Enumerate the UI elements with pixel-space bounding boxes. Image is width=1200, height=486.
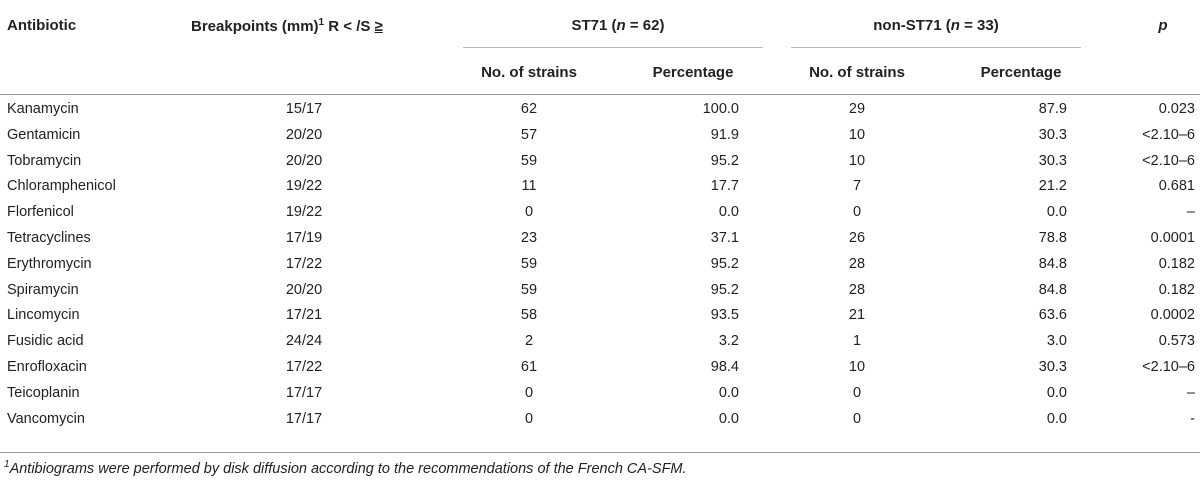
cell-st71-percentage: 0.0 [718,384,739,401]
header-antibiotic: Antibiotic [7,17,77,34]
cell-p-value: – [1186,384,1195,401]
cell-breakpoints: 17/17 [285,410,323,427]
header-nonst71-group [873,17,998,34]
footnote-text: Antibiograms were performed by disk diffusion according to the recommendations of the French CA-SFM. [9,460,687,477]
cell-p-value: 0.023 [1158,101,1195,117]
cell-p-value: <2.10–6 [1142,359,1195,375]
cell-antibiotic: Teicoplanin [7,384,80,401]
cell-p-value: 0.182 [1158,255,1195,272]
nonst71-n: n [950,17,960,34]
st71-group-label: ST71 ( [571,17,617,34]
cell-st71-strains: 11 [521,178,537,195]
cell-st71-percentage: 0.0 [718,204,739,221]
cell-st71-percentage: 0.0 [718,410,739,427]
cell-nonst71-percentage: 78.8 [1038,230,1067,246]
cell-nonst71-percentage: 0.0 [1046,384,1067,401]
cell-st71-percentage: 17.7 [710,178,739,195]
cell-antibiotic: Vancomycin [7,410,85,427]
cell-nonst71-percentage: 84.8 [1038,281,1067,298]
cell-breakpoints: 17/22 [285,255,323,272]
cell-nonst71-percentage: 3.0 [1046,333,1067,350]
nonst71-group-label: non-ST71 ( [873,17,951,34]
cell-nonst71-percentage: 30.3 [1038,152,1067,169]
cell-antibiotic: Lincomycin [7,307,80,324]
header-p-label: p [1158,17,1168,34]
cell-antibiotic: Tobramycin [7,152,82,169]
header-breakpoints-sup: 1 [318,17,325,28]
cell-st71-strains: 0 [524,384,534,401]
cell-nonst71-strains: 10 [848,152,866,169]
header-breakpoints [191,17,383,35]
cell-nonst71-strains: 26 [848,230,866,246]
cell-nonst71-percentage: 87.9 [1038,101,1067,117]
cell-breakpoints: 19/22 [285,178,323,195]
header-percentage-st71: Percentage [652,64,734,81]
cell-breakpoints: 20/20 [285,126,323,143]
cell-nonst71-strains: 10 [848,126,866,143]
st71-n: n [616,17,626,34]
cell-antibiotic: Tetracyclines [7,230,91,246]
cell-nonst71-strains: 28 [848,281,866,298]
cell-p-value: 0.681 [1158,178,1195,195]
cell-nonst71-strains: 1 [852,333,862,350]
cell-nonst71-percentage: 30.3 [1038,126,1067,143]
cell-st71-strains: 58 [520,307,538,324]
cell-nonst71-percentage: 0.0 [1046,410,1067,427]
cell-st71-strains: 59 [520,281,538,298]
cell-nonst71-strains: 29 [848,101,866,117]
cell-st71-strains: 59 [520,152,538,169]
cell-antibiotic: Chloramphenicol [7,178,116,195]
header-percentage-nonst71: Percentage [980,64,1062,81]
cell-nonst71-percentage: 30.3 [1038,359,1067,375]
cell-st71-strains: 23 [520,230,538,246]
cell-st71-strains: 61 [520,359,538,375]
cell-breakpoints: 17/22 [285,359,323,375]
cell-st71-percentage: 37.1 [710,230,739,246]
cell-st71-percentage: 93.5 [710,307,739,324]
cell-antibiotic: Gentamicin [7,126,81,143]
header-no-strains-st71: No. of strains [481,64,577,81]
cell-breakpoints: 17/19 [285,230,323,246]
cell-st71-percentage: 100.0 [702,101,739,117]
cell-breakpoints: 20/20 [285,281,323,298]
footnote-sup: 1 [4,459,10,470]
cell-st71-strains: 2 [524,333,534,350]
footnote [4,459,687,477]
cell-p-value: 0.0001 [1150,230,1195,246]
cell-st71-strains: 0 [524,410,534,427]
cell-p-value: <2.10–6 [1142,152,1195,169]
cell-breakpoints: 15/17 [285,101,323,117]
cell-nonst71-percentage: 21.2 [1038,178,1067,195]
cell-p-value: 0.182 [1158,281,1195,298]
cell-antibiotic: Kanamycin [7,101,79,117]
cell-p-value: 0.573 [1158,333,1195,350]
cell-st71-percentage: 95.2 [710,255,739,272]
cell-breakpoints: 17/17 [285,384,323,401]
group-rule-nonst71 [791,47,1081,48]
cell-st71-percentage: 98.4 [710,359,739,375]
cell-st71-percentage: 91.9 [710,126,739,143]
header-breakpoints-tail: R < /S [324,18,375,35]
cell-breakpoints: 17/21 [285,307,323,324]
header-rule [0,94,1200,95]
group-rule-st71 [463,47,763,48]
header-breakpoints-ge: ≥ [374,18,383,35]
cell-st71-strains: 57 [520,126,538,143]
cell-nonst71-strains: 0 [852,410,862,427]
st71-tail: = 62) [625,17,665,34]
cell-st71-strains: 62 [520,101,538,117]
cell-antibiotic: Fusidic acid [7,333,84,350]
cell-nonst71-percentage: 63.6 [1038,307,1067,324]
header-p [1158,17,1167,34]
header-no-strains-nonst71: No. of strains [809,64,905,81]
cell-nonst71-strains: 21 [848,307,866,324]
cell-antibiotic: Florfenicol [7,204,74,221]
cell-st71-percentage: 95.2 [710,152,739,169]
nonst71-tail: = 33) [959,17,999,34]
cell-p-value: - [1190,410,1195,427]
cell-breakpoints: 19/22 [285,204,323,221]
cell-nonst71-strains: 28 [848,255,866,272]
cell-nonst71-percentage: 84.8 [1038,255,1067,272]
cell-p-value: – [1186,204,1195,221]
cell-antibiotic: Spiramycin [7,281,79,298]
cell-nonst71-percentage: 0.0 [1046,204,1067,221]
cell-breakpoints: 24/24 [285,333,323,350]
cell-st71-percentage: 3.2 [718,333,739,350]
cell-p-value: <2.10–6 [1142,126,1195,143]
bottom-rule [0,452,1200,453]
cell-nonst71-strains: 7 [852,178,862,195]
cell-st71-strains: 0 [524,204,534,221]
cell-st71-percentage: 95.2 [710,281,739,298]
cell-nonst71-strains: 0 [852,384,862,401]
cell-nonst71-strains: 0 [852,204,862,221]
cell-breakpoints: 20/20 [285,152,323,169]
cell-antibiotic: Enrofloxacin [7,359,87,375]
cell-p-value: 0.0002 [1150,307,1195,324]
cell-antibiotic: Erythromycin [7,255,92,272]
cell-st71-strains: 59 [520,255,538,272]
header-breakpoints-label: Breakpoints (mm) [191,18,319,35]
cell-nonst71-strains: 10 [848,359,866,375]
header-st71-group [572,17,665,34]
